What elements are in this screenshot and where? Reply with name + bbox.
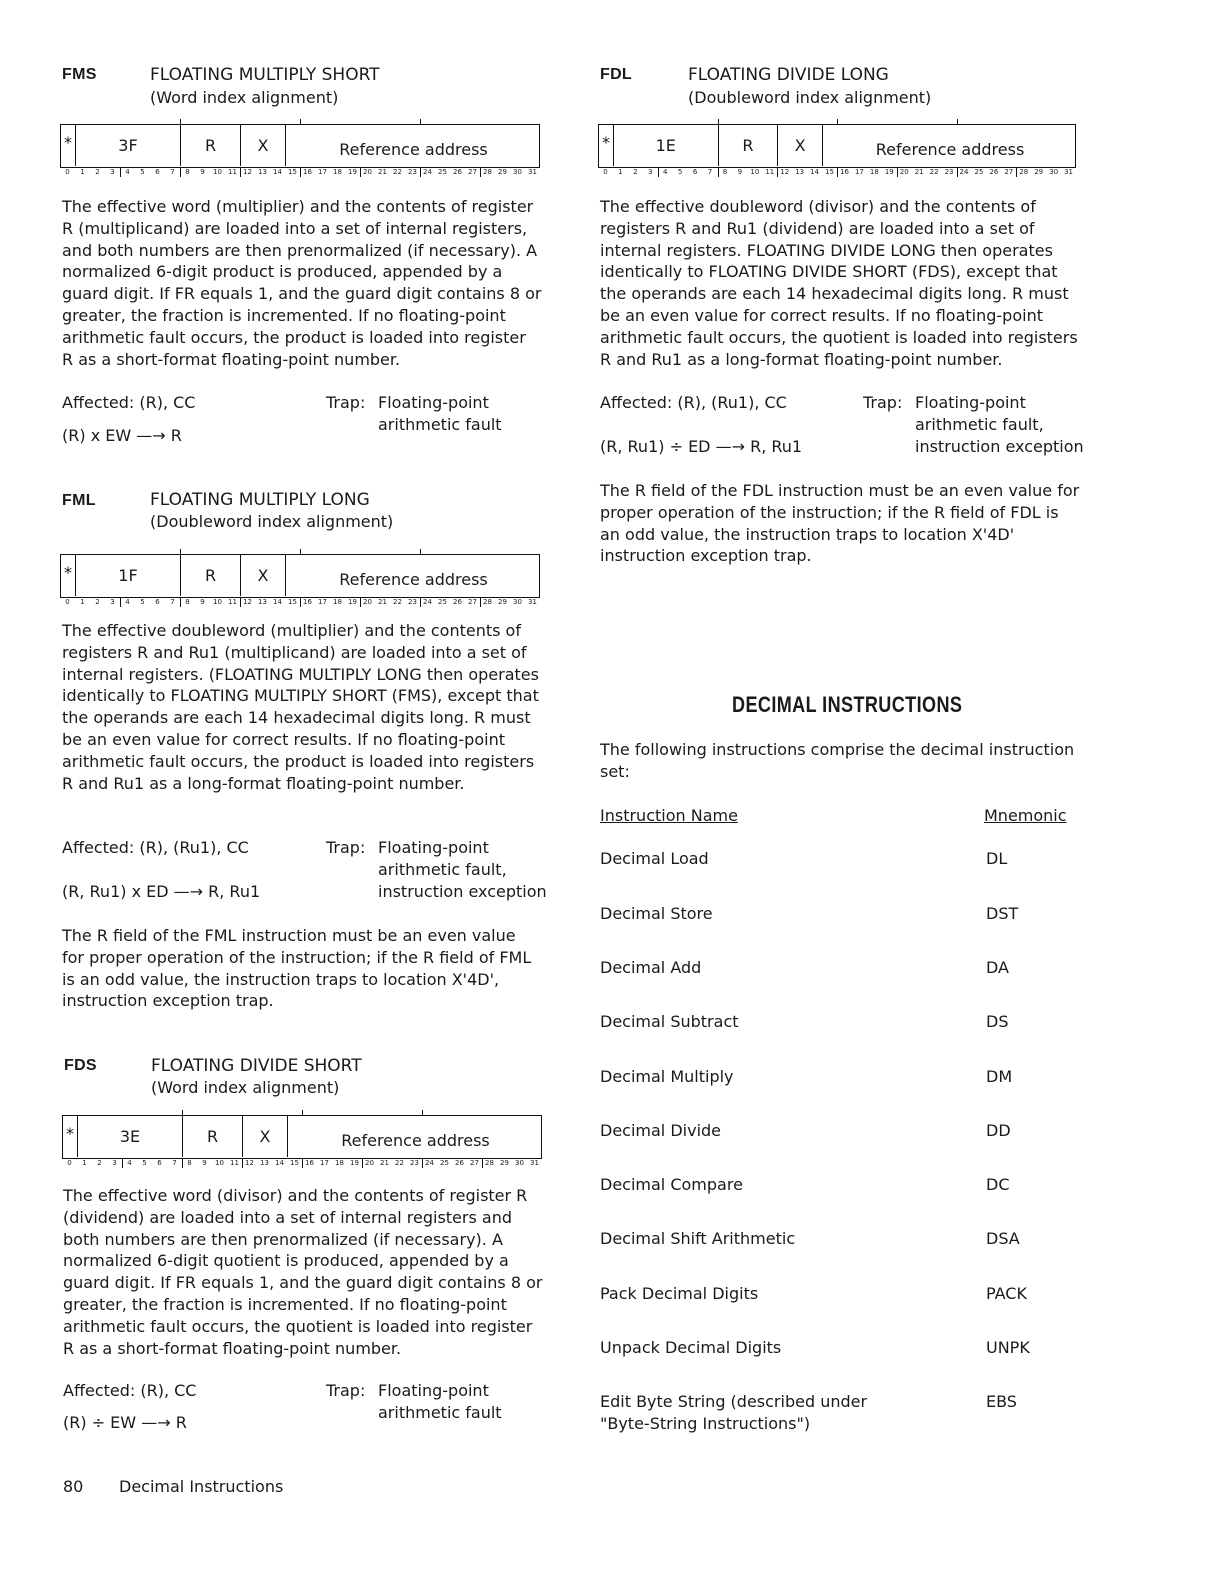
fml-alignment: (Doubleword index alignment): [150, 512, 394, 531]
bit-number: 31: [1064, 168, 1073, 176]
fdl-trap-label: Trap:: [863, 393, 903, 412]
bit-number: 23: [944, 168, 954, 176]
fml-description: The effective doubleword (multiplier) and the contents of registers R and Ru1 (multiplicand) are loaded into a set of internal registers. (FLOATING MULTIPLY LONG then operates identically to FLOATING MULTIPLY SHORT (FMS), except that the operands are each 14 hexadecimal digits long. R must be an even value for correct results. If no floating-point arithmetic fault occurs, the product is loaded into registers R and Ru1 as a long-format floating-point number.: [62, 621, 539, 793]
bit-number: 11: [228, 598, 237, 606]
bit-number: 17: [854, 168, 864, 176]
bit-number: 28: [1019, 168, 1029, 176]
fds-trap: Floating-point arithmetic fault: [378, 1381, 502, 1422]
bit-number: 21: [378, 168, 387, 176]
bit-number: 18: [335, 1159, 344, 1167]
fms-trap: Floating-point arithmetic fault: [378, 393, 502, 434]
bit-number: 29: [1034, 168, 1044, 176]
bit-number: 24: [423, 598, 432, 606]
bit-number: 0: [603, 168, 608, 176]
format-field-x: X: [243, 1116, 288, 1157]
fdl-operation: (R, Ru1) ÷ ED —→ R, Ru1: [600, 437, 803, 456]
bit-number: 10: [215, 1159, 224, 1167]
bit-number: 8: [185, 598, 190, 606]
bit-number: 9: [737, 168, 743, 176]
format-field-star: *: [61, 555, 76, 596]
bit-number: 30: [1049, 168, 1059, 176]
row-instruction-name: Decimal Store: [600, 904, 713, 923]
bit-number: 3: [112, 1159, 117, 1167]
format-field-star: *: [61, 125, 76, 166]
row-instruction-name: Decimal Add: [600, 958, 702, 977]
bit-number: 13: [258, 598, 267, 606]
row-mnemonic: DL: [986, 849, 1008, 868]
fds-instruction-format: [62, 1115, 542, 1171]
bit-number: 17: [320, 1159, 329, 1167]
nibble-separator: [837, 168, 838, 177]
bit-number: 4: [125, 598, 130, 606]
bit-number: 3: [648, 168, 653, 176]
bit-number: 27: [468, 168, 477, 176]
bit-number: 15: [290, 1159, 299, 1167]
nibble-separator: [182, 1159, 183, 1168]
byte-tick: [422, 1110, 423, 1115]
bit-number: 26: [455, 1159, 464, 1167]
bit-number: 23: [408, 168, 417, 176]
fms-mnemonic: FMS: [62, 66, 97, 83]
bit-number: 25: [438, 598, 447, 606]
bit-number: 7: [172, 1159, 177, 1167]
bit-number: 5: [140, 168, 145, 176]
bit-number: 22: [395, 1159, 404, 1167]
bit-number: 7: [170, 598, 175, 606]
row-mnemonic: DD: [986, 1121, 1011, 1140]
bit-number: 23: [408, 598, 417, 606]
bit-number: 23: [410, 1159, 419, 1167]
nibble-separator: [300, 168, 301, 177]
nibble-separator: [420, 598, 421, 607]
format-field-r: R: [719, 125, 779, 166]
bit-number: 2: [95, 598, 100, 606]
bit-number: 11: [228, 168, 237, 176]
byte-tick: [300, 119, 301, 124]
nibble-separator: [482, 1159, 483, 1168]
bit-number: 21: [378, 598, 387, 606]
byte-tick: [180, 119, 181, 124]
bit-number: 9: [200, 168, 205, 176]
bit-number: 6: [155, 598, 160, 606]
format-field-star: *: [63, 1116, 78, 1157]
bit-number: 12: [245, 1159, 254, 1167]
nibble-separator: [420, 168, 421, 177]
fml-trap-label: Trap:: [326, 838, 366, 857]
bit-number: 9: [200, 598, 205, 606]
byte-tick: [420, 549, 421, 554]
nibble-separator: [180, 168, 181, 177]
bit-number: 8: [185, 168, 190, 176]
bit-number: 13: [260, 1159, 269, 1167]
fds-mnemonic: FDS: [64, 1057, 97, 1074]
format-frame: [60, 554, 540, 598]
bit-number: 21: [380, 1159, 389, 1167]
fml-trap: Floating-point arithmetic fault, instruction exception: [378, 838, 547, 901]
byte-tick: [837, 119, 838, 124]
bit-number: 16: [303, 598, 312, 606]
format-frame: [62, 1115, 542, 1159]
bit-number: 20: [363, 598, 372, 606]
col-header-name: Instruction Name: [600, 806, 738, 825]
bit-number: 24: [425, 1159, 434, 1167]
bit-number: 18: [333, 168, 342, 176]
bit-number: 19: [884, 168, 894, 176]
bit-number: 15: [288, 598, 297, 606]
fms-title: FLOATING MULTIPLY SHORT: [150, 65, 380, 85]
bit-number: 29: [498, 168, 507, 176]
bit-number: 28: [485, 1159, 494, 1167]
nibble-separator: [777, 168, 778, 177]
bit-number: 26: [989, 168, 999, 176]
nibble-separator: [240, 598, 241, 607]
nibble-separator: [480, 168, 481, 177]
bit-number: 8: [187, 1159, 192, 1167]
row-instruction-name: Decimal Divide: [600, 1121, 722, 1140]
bit-number: 12: [243, 598, 252, 606]
row-mnemonic: EBS: [986, 1392, 1017, 1411]
bit-number: 6: [155, 168, 160, 176]
nibble-separator: [360, 168, 361, 177]
fms-operation: (R) x EW —→ R: [62, 426, 182, 445]
fdl-alignment: (Doubleword index alignment): [688, 88, 932, 107]
format-field-x: X: [241, 555, 286, 596]
bit-number: 19: [350, 1159, 359, 1167]
bit-number: 31: [528, 598, 537, 606]
nibble-separator: [362, 1159, 363, 1168]
bit-number: 26: [453, 168, 462, 176]
fms-alignment: (Word index alignment): [150, 88, 339, 107]
fms-trap-label: Trap:: [326, 393, 366, 412]
byte-tick: [180, 549, 181, 554]
section-heading: DECIMAL INSTRUCTIONS: [732, 692, 963, 717]
bit-number: 20: [899, 168, 909, 176]
format-frame: [60, 124, 540, 168]
bit-number: 3: [110, 598, 115, 606]
bit-number: 2: [95, 168, 100, 176]
fdl-title: FLOATING DIVIDE LONG: [688, 65, 889, 85]
bit-number: 2: [633, 168, 638, 176]
bit-number: 16: [305, 1159, 314, 1167]
fds-title: FLOATING DIVIDE SHORT: [151, 1056, 362, 1076]
fms-instruction-format: [60, 124, 540, 180]
bit-number: 0: [67, 1159, 72, 1167]
fml-instruction-format: [60, 554, 540, 610]
format-field-ref: Reference address: [339, 570, 488, 589]
bit-number: 15: [825, 168, 834, 176]
nibble-separator: [180, 598, 181, 607]
bit-number: 25: [440, 1159, 449, 1167]
bit-number: 2: [97, 1159, 102, 1167]
fdl-affected: Affected: (R), (Ru1), CC: [600, 393, 787, 412]
bit-number: 29: [500, 1159, 509, 1167]
fds-description: The effective word (divisor) and the contents of register R (dividend) are loaded into a set of internal registers and both numbers are then prenormalized (if necessary). A normalized 6-digit quotient is produced, appended by a guard digit. If FR equals 1, and the guard digit contains 8 or greater, the fraction is incremented. If no floating-point arithmetic fault occurs, the quotient is loaded into register R as a short-format floating-point number.: [63, 1186, 543, 1358]
fds-affected: Affected: (R), CC: [63, 1381, 197, 1400]
bit-number: 30: [513, 168, 522, 176]
bit-number: 12: [243, 168, 252, 176]
bit-number: 10: [750, 168, 760, 176]
bit-number: 5: [677, 168, 683, 176]
bit-number: 25: [438, 168, 447, 176]
format-field-ref: Reference address: [341, 1131, 490, 1150]
bit-number: 18: [333, 598, 342, 606]
bit-number: 24: [423, 168, 432, 176]
bit-number: 6: [692, 168, 698, 176]
row-instruction-name: Pack Decimal Digits: [600, 1284, 759, 1303]
bit-number: 11: [765, 168, 775, 176]
format-field-op: 3F: [76, 125, 181, 166]
nibble-separator: [480, 598, 481, 607]
row-instruction-name: Decimal Subtract: [600, 1012, 739, 1031]
bit-number: 13: [795, 168, 805, 176]
byte-tick: [718, 119, 719, 124]
bit-number: 22: [393, 598, 402, 606]
bit-number: 14: [810, 168, 820, 176]
fdl-description: The effective doubleword (divisor) and the contents of registers R and Ru1 (dividend) are loaded into a set of internal registers. FLOATING DIVIDE LONG then operates identically to FLOATING DIVIDE SHORT (FDS), except that the operands are each 14 hexadecimal digits long. R must be an even value for correct results. If no floating-point arithmetic fault occurs, the quotient is loaded into registers R and Ru1 as a long-format floating-point number.: [600, 197, 1078, 369]
row-instruction-name: Decimal Multiply: [600, 1067, 734, 1086]
byte-tick: [300, 549, 301, 554]
fdl-note: The R field of the FDL instruction must be an even value for proper operation of the instruction; if the R field of FDL is an odd value, the instruction traps to location X'4D' instruction exception trap.: [600, 481, 1080, 566]
bit-number: 3: [110, 168, 115, 176]
nibble-separator: [120, 598, 121, 607]
byte-tick: [957, 119, 958, 124]
byte-tick: [302, 1110, 303, 1115]
bit-number: 8: [722, 168, 728, 176]
fml-operation: (R, Ru1) x ED —→ R, Ru1: [62, 882, 261, 901]
format-field-star: *: [599, 125, 614, 166]
row-instruction-name: Edit Byte String (described under "Byte-String Instructions"): [600, 1392, 868, 1433]
running-footer: Decimal Instructions: [119, 1477, 284, 1496]
nibble-separator: [658, 168, 659, 177]
fml-affected: Affected: (R), (Ru1), CC: [62, 838, 249, 857]
bit-number: 22: [929, 168, 939, 176]
bit-number: 5: [140, 598, 145, 606]
bit-number: 1: [618, 168, 623, 176]
bit-number: 11: [230, 1159, 239, 1167]
nibble-separator: [957, 168, 958, 177]
bit-number: 19: [348, 168, 357, 176]
row-mnemonic: DM: [986, 1067, 1013, 1086]
bit-number: 20: [363, 168, 372, 176]
fds-alignment: (Word index alignment): [151, 1078, 340, 1097]
row-instruction-name: Unpack Decimal Digits: [600, 1338, 782, 1357]
section-intro: The following instructions comprise the decimal instruction set:: [600, 740, 1075, 781]
bit-number: 29: [498, 598, 507, 606]
fdl-mnemonic: FDL: [600, 66, 633, 83]
bit-number: 27: [470, 1159, 479, 1167]
fml-mnemonic: FML: [62, 492, 96, 509]
bit-number: 5: [142, 1159, 147, 1167]
row-mnemonic: DS: [986, 1012, 1009, 1031]
bit-number: 28: [483, 168, 492, 176]
bit-number: 4: [125, 168, 130, 176]
nibble-separator: [240, 168, 241, 177]
nibble-separator: [300, 598, 301, 607]
fml-title: FLOATING MULTIPLY LONG: [150, 490, 370, 510]
bit-number: 24: [959, 168, 969, 176]
nibble-separator: [1016, 168, 1017, 177]
nibble-separator: [718, 168, 719, 177]
fds-trap-label: Trap:: [326, 1381, 366, 1400]
fms-description: The effective word (multiplier) and the contents of register R (multiplicand) are loaded into a set of internal registers, and both numbers are then prenormalized (if necessary). A normalized 6-digit product is produced, appended by a guard digit. If FR equals 1, and the guard digit contains 8 or greater, the fraction is incremented. If no floating-point arithmetic fault occurs, the product is loaded into register R as a short-format floating-point number.: [62, 197, 542, 369]
fml-note: The R field of the FML instruction must be an even value for proper operation of the instruction; if the R field of FML is an odd value, the instruction traps to location X'4D', instruction exception trap.: [62, 926, 532, 1011]
bit-number: 31: [528, 168, 537, 176]
bit-number: 14: [273, 598, 282, 606]
format-field-ref: Reference address: [339, 140, 488, 159]
row-instruction-name: Decimal Shift Arithmetic: [600, 1229, 796, 1248]
row-mnemonic: DSA: [986, 1229, 1020, 1248]
bit-number: 15: [288, 168, 297, 176]
col-header-mnemonic: Mnemonic: [984, 806, 1067, 825]
bit-number: 10: [213, 598, 222, 606]
bit-number: 6: [157, 1159, 162, 1167]
bit-number: 16: [840, 168, 849, 176]
bit-number: 1: [82, 1159, 87, 1167]
bit-number: 10: [213, 168, 222, 176]
bit-number: 9: [202, 1159, 207, 1167]
bit-number: 1: [80, 598, 85, 606]
format-field-ref: Reference address: [875, 140, 1025, 159]
fdl-trap: Floating-point arithmetic fault, instruction exception: [915, 393, 1084, 456]
row-mnemonic: DC: [986, 1175, 1010, 1194]
format-field-x: X: [241, 125, 286, 166]
bit-number: 17: [318, 598, 327, 606]
bit-number: 27: [468, 598, 477, 606]
row-mnemonic: UNPK: [986, 1338, 1030, 1357]
nibble-separator: [122, 1159, 123, 1168]
bit-number: 14: [275, 1159, 284, 1167]
nibble-separator: [422, 1159, 423, 1168]
bit-number: 21: [914, 168, 924, 176]
fds-operation: (R) ÷ EW —→ R: [63, 1413, 187, 1432]
nibble-separator: [360, 598, 361, 607]
fms-affected: Affected: (R), CC: [62, 393, 196, 412]
bit-number: 22: [393, 168, 402, 176]
bit-number: 13: [258, 168, 267, 176]
bit-number: 28: [483, 598, 492, 606]
bit-number: 12: [780, 168, 790, 176]
bit-number: 14: [273, 168, 282, 176]
bit-number: 25: [974, 168, 984, 176]
bit-number: 0: [65, 168, 70, 176]
bit-number: 30: [515, 1159, 524, 1167]
bit-number: 19: [348, 598, 357, 606]
format-field-r: R: [181, 125, 241, 166]
bit-number: 31: [530, 1159, 539, 1167]
bit-number: 27: [1004, 168, 1014, 176]
row-mnemonic: PACK: [986, 1284, 1027, 1303]
format-field-x: X: [778, 125, 823, 166]
bit-number: 26: [453, 598, 462, 606]
fdl-instruction-format: [598, 124, 1076, 180]
row-instruction-name: Decimal Load: [600, 849, 709, 868]
nibble-separator: [242, 1159, 243, 1168]
format-field-op: 3E: [78, 1116, 183, 1157]
bit-number: 30: [513, 598, 522, 606]
nibble-separator: [120, 168, 121, 177]
format-field-r: R: [183, 1116, 243, 1157]
bit-number: 20: [365, 1159, 374, 1167]
format-field-op: 1E: [614, 125, 719, 166]
bit-number: 16: [303, 168, 312, 176]
bit-number: 7: [170, 168, 175, 176]
bit-number: 4: [127, 1159, 132, 1167]
page-number: 80: [63, 1477, 84, 1496]
nibble-separator: [897, 168, 898, 177]
format-frame: [598, 124, 1076, 168]
bit-number: 1: [80, 168, 85, 176]
bit-number: 4: [662, 168, 668, 176]
format-field-op: 1F: [76, 555, 181, 596]
bit-number: 0: [65, 598, 70, 606]
bit-number: 18: [869, 168, 879, 176]
byte-tick: [420, 119, 421, 124]
row-mnemonic: DST: [986, 904, 1019, 923]
format-field-r: R: [181, 555, 241, 596]
row-instruction-name: Decimal Compare: [600, 1175, 743, 1194]
bit-number: 7: [707, 168, 713, 176]
byte-tick: [182, 1110, 183, 1115]
nibble-separator: [302, 1159, 303, 1168]
row-mnemonic: DA: [986, 958, 1009, 977]
bit-number: 17: [318, 168, 327, 176]
